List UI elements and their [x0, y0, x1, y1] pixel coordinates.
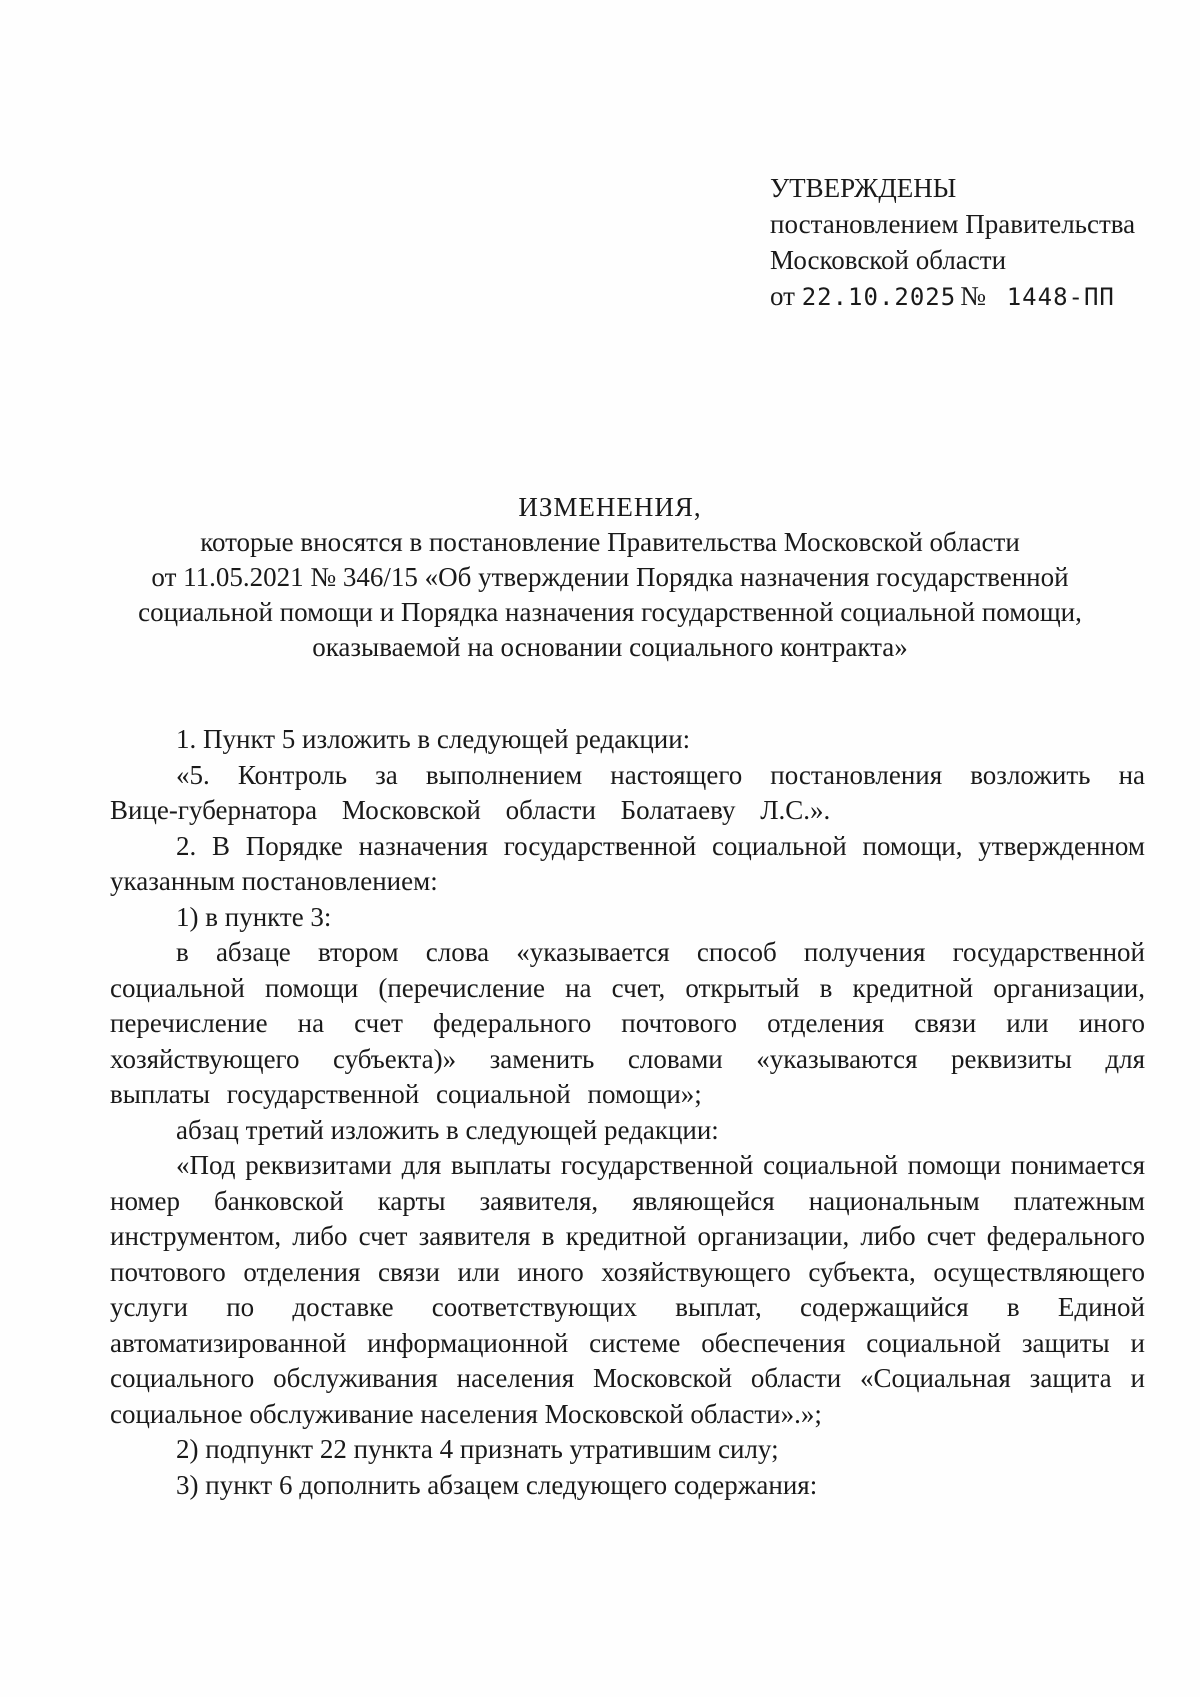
paragraph: «Под реквизитами для выплаты государственной социальной помощи понимается номер банковской карты заявителя, являющейся национальным платежным инструментом, либо счет заявителя в кредитной организации, либо счет федерального почтового отделения связи или иного хозяйствующего субъекта, осуществляющего услуги по доставке соответствующих выплат, содержащийся в Единой автоматизированной информационной системе обеспечения социальной защиты и социального обслуживания населения Московской области «Социальная защита и социальное обслуживание населения Московской области».»; [110, 1150, 1145, 1429]
approval-line: Московской области [770, 245, 1007, 275]
approval-line: постановлением Правительства [770, 209, 1136, 239]
document-body [110, 722, 1145, 1503]
title-line: социальной помощи и Порядка назначения государственной социальной помощи, [138, 597, 1082, 627]
paragraph: 1. Пункт 5 изложить в следующей редакции: [176, 724, 691, 754]
date-prefix: от [770, 281, 795, 311]
paragraph: 3) пункт 6 дополнить абзацем следующего содержания: [176, 1469, 818, 1500]
approval-heading: УТВЕРЖДЕНЫ [770, 173, 957, 203]
title-line: которые вносятся в постановление Правительства Московской области [200, 527, 1020, 557]
paragraph: 2) подпункт 22 пункта 4 признать утратившим силу; [176, 1434, 779, 1464]
approval-date-line [770, 278, 1135, 315]
approval-number: 1448-ПП [1006, 283, 1115, 311]
document-title-block [110, 490, 1110, 665]
paragraph: в абзаце втором слова «указывается способ получения государственной социальной помощи (перечисление на счет, открытый в кредитной организации, перечисление на счет федерального почтового отделения связи или иного хозяйствующего субъекта)» заменить словами «указываются реквизиты для выплаты государственной социальной помощи»; [110, 937, 1145, 1109]
paragraph: 1) в пункте 3: [176, 901, 332, 932]
title-line: от 11.05.2021 № 346/15 «Об утверждении Порядка назначения государственной [151, 562, 1069, 592]
title-line: оказываемой на основании социального контракта» [312, 632, 908, 662]
approval-block [770, 170, 1135, 315]
document-title: ИЗМЕНЕНИЯ, [518, 492, 702, 522]
paragraph: абзац третий изложить в следующей редакции: [176, 1114, 719, 1145]
number-sign: № [960, 281, 986, 311]
approval-date: 22.10.2025 [801, 283, 957, 311]
paragraph: «5. Контроль за выполнением настоящего постановления возложить на Вице-губернатора Московской области Болатаеву Л.С.». [110, 759, 1145, 825]
paragraph: 2. В Порядке назначения государственной социальной помощи, утвержденном указанным постановлением: [110, 830, 1145, 896]
